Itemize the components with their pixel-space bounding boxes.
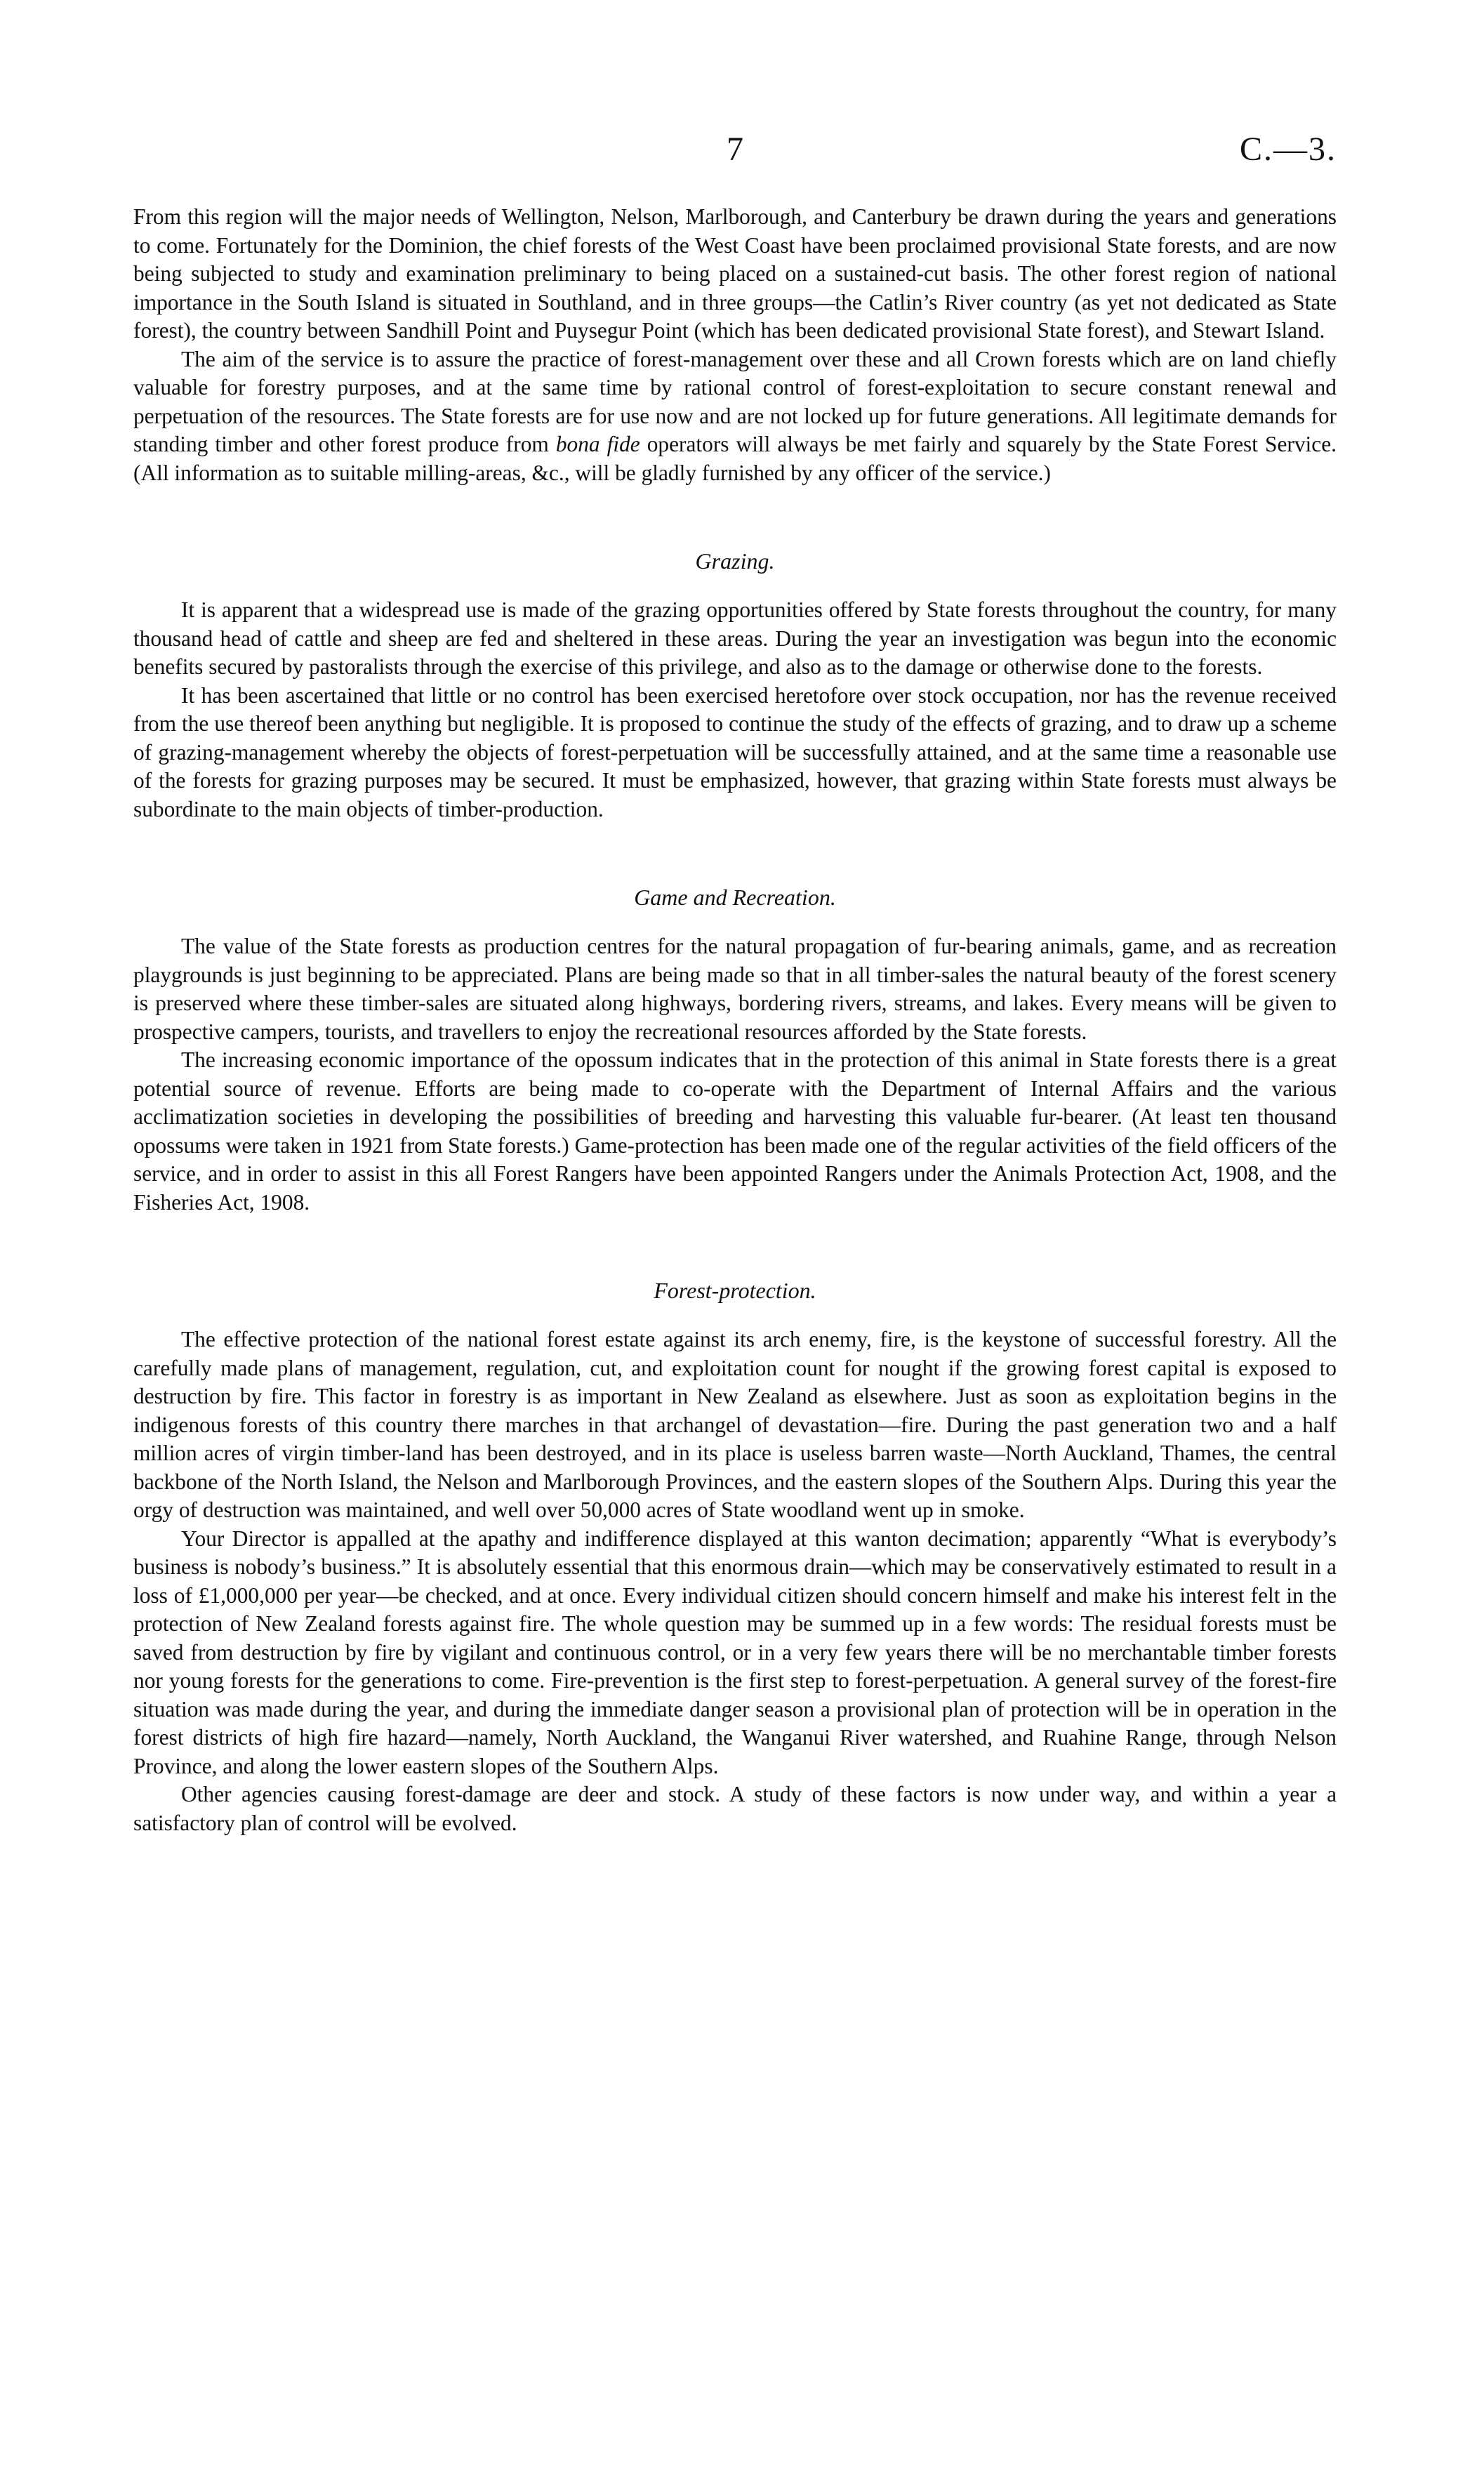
grazing-heading: Grazing. xyxy=(695,548,775,574)
page-number: 7 xyxy=(727,131,743,168)
bona-fide-italic: bona fide xyxy=(555,432,640,456)
game-paragraph-2: The increasing economic importance of the opossum indicates that in the protection of this animal in State forests there is a great potential source of revenue. Efforts are being made to co-operate with the Department of Internal Affairs and the various acclimatization societies in developing the possibilities of breeding and harvesting this valuable fur-bearer. (At least ten thousand opossums were taken in 1921 from State forests.) Game-protection has been made one of the regular activities of the field officers of the service, and in order to assist in this all Forest Rangers have been appointed Rangers under the Animals Protection Act, 1908, and the Fisheries Act, 1908. xyxy=(133,1047,1337,1215)
intro-p2-text-b: operators will always be met fairly and squarely by the State Forest Service. (All information as to suitable milling-areas, &c., will be gladly furnished by any officer of the service.) xyxy=(133,432,1337,485)
game-heading: Game and Recreation. xyxy=(634,885,836,910)
page-header xyxy=(133,130,1337,172)
document-reference: C.—3. xyxy=(1239,131,1337,168)
intro-paragraph-1: From this region will the major needs of Wellington, Nelson, Marlborough, and Canterbury be drawn during the years and generations to come. Fortunately for the Dominion, the chief forests of the West Coast have been proclaimed provisional State forests, and are now being subjected to study and examination preliminary to being placed on a sustained-cut basis. The other forest region of national importance in the South Island is situated in Southland, and in three groups—the Catlin’s River country (as yet not dedicated as State forest), the country between Sandhill Point and Puysegur Point (which has been dedicated provisional State forest), and Stewart Island. xyxy=(133,204,1337,343)
grazing-paragraph-1: It is apparent that a widespread use is made of the grazing opportunities offered by State forests throughout the country, for many thousand head of cattle and sheep are fed and sheltered in these areas. During the year an investigation was begun into the economic benefits secured by pastoralists through the exercise of this privilege, and also as to the damage or otherwise done to the forests. xyxy=(133,597,1337,679)
protection-paragraph-3: Other agencies causing forest-damage are deer and stock. A study of these factors is now under way, and within a year a satisfactory plan of control will be evolved. xyxy=(133,1782,1337,1835)
protection-paragraph-1: The effective protection of the national forest estate against its arch enemy, fire, is the keystone of successful forestry. All the carefully made plans of management, regulation, cut, and exploitation count for nought if the growing forest capital is exposed to destruction by fire. This factor in forestry is as important in New Zealand as elsewhere. Just as soon as exploitation begins in the indigenous forests of this country there marches in that archangel of devastation—fire. During the past generation two and a half million acres of virgin timber-land has been destroyed, and in its place is useless barren waste—North Auckland, Thames, the central backbone of the North Island, the Nelson and Marlborough Provinces, and the eastern slopes of the Southern Alps. During this year the orgy of destruction was maintained, and well over 50,000 acres of State woodland went up in smoke. xyxy=(133,1327,1337,1522)
protection-paragraph-2: Your Director is appalled at the apathy and indifference displayed at this wanton decimation; apparently “What is everybody’s business is nobody’s business.” It is absolutely essential that this enormous drain—which may be conservatively estimated to result in a loss of £1,000,000 per year—be checked, and at once. Every individual citizen should concern himself and make his interest felt in the protection of New Zealand forests against fire. The whole question may be summed up in a few words: The residual forests must be saved from destruction by fire by vigilant and continuous control, or in a very few years there will be no merchantable timber forests nor young forests for the generations to come. Fire-prevention is the first step to forest-perpetuation. A general survey of the forest-fire situation was made during the year, and during the immediate danger season a provisional plan of protection will be in operation in the forest districts of high fire hazard—namely, North Auckland, the Wanganui River watershed, and Ruahine Range, through Nelson Province, and along the lower eastern slopes of the Southern Alps. xyxy=(133,1526,1337,1778)
forest-protection-heading: Forest-protection. xyxy=(654,1278,816,1303)
grazing-paragraph-2: It has been ascertained that little or no control has been exercised heretofore over stock occupation, nor has the revenue received from the use thereof been anything but negligible. It is proposed to continue the study of the effects of grazing, and to draw up a scheme of grazing-management whereby the objects of forest-perpetuation will be successfully attained, and at the same time a reasonable use of the forests for grazing purposes may be secured. It must be emphasized, however, that grazing within State forests must always be subordinate to the main objects of timber-production. xyxy=(133,682,1337,821)
game-paragraph-1: The value of the State forests as production centres for the natural propagation of fur-bearing animals, game, and as recreation playgrounds is just beginning to be appreciated. Plans are being made so that in all timber-sales the natural beauty of the forest scenery is preserved where these timber-sales are situated along highways, bordering rivers, streams, and lakes. Every means will be given to prospective campers, tourists, and travellers to enjoy the recreational resources afforded by the State forests. xyxy=(133,934,1337,1044)
intro-p2-text-a: The aim of the service is to assure the practice of forest-management over these and all Crown forests which are on land chiefly valuable for forestry purposes, and at the same time by rational control of forest-exploitation to secure constant renewal and perpetuation of the resources. The State forests are for use now and are not locked up for future generations. All legitimate demands for standing timber and other forest produce from xyxy=(133,346,1337,456)
document-body xyxy=(133,203,1337,1837)
intro-paragraph-2 xyxy=(133,345,1337,488)
